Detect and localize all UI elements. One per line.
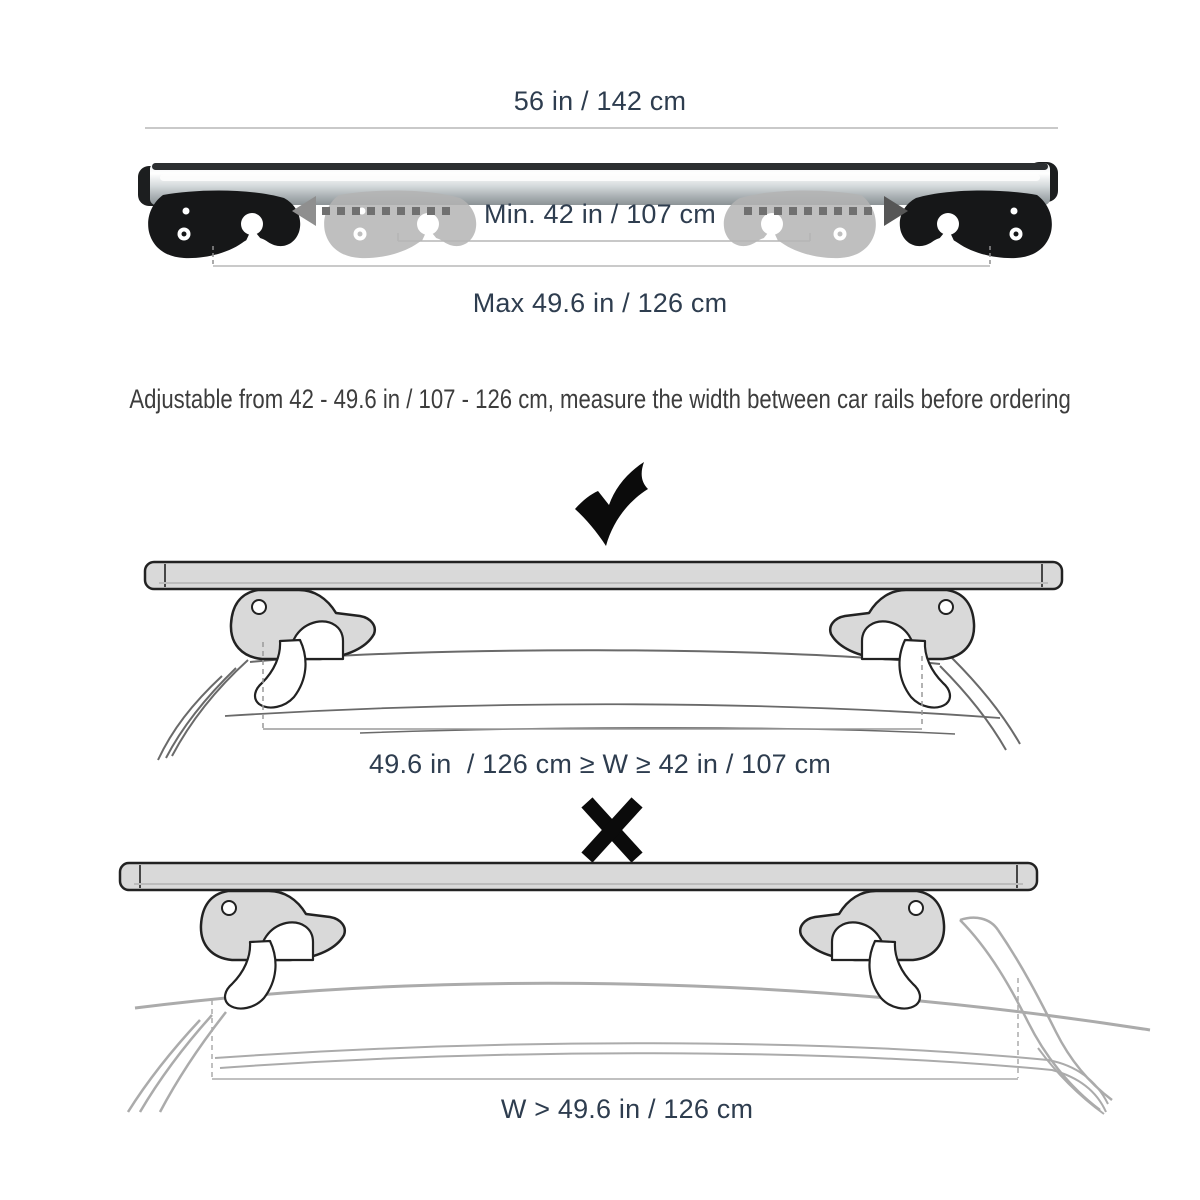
left-foot-drawing-correct: [231, 590, 375, 708]
x-icon: [592, 808, 632, 852]
incorrect-width-rule-label: W > 49.6 in / 126 cm: [500, 1094, 754, 1124]
min-width-label: Min. 42 in / 107 cm: [484, 199, 716, 229]
total-width-label: 56 in / 142 cm: [513, 86, 687, 116]
max-width-label: Max 49.6 in / 126 cm: [472, 288, 728, 318]
correct-installation-drawing: [145, 562, 1062, 760]
incorrect-installation-drawing: [120, 863, 1150, 1114]
right-foot-drawing-incorrect: [800, 891, 944, 1009]
checkmark-icon: [575, 462, 648, 546]
correct-width-rule-label: 49.6 in / 126 cm ≥ W ≥ 42 in / 107 cm: [369, 749, 831, 779]
max-width-dimension-line: [213, 246, 990, 266]
adjustability-note: Adjustable from 42 - 49.6 in / 107 - 126 cm, measure the width between car rails before ordering: [129, 384, 1071, 414]
right-foot-drawing-correct: [830, 590, 974, 708]
product-photo: [138, 128, 1058, 266]
